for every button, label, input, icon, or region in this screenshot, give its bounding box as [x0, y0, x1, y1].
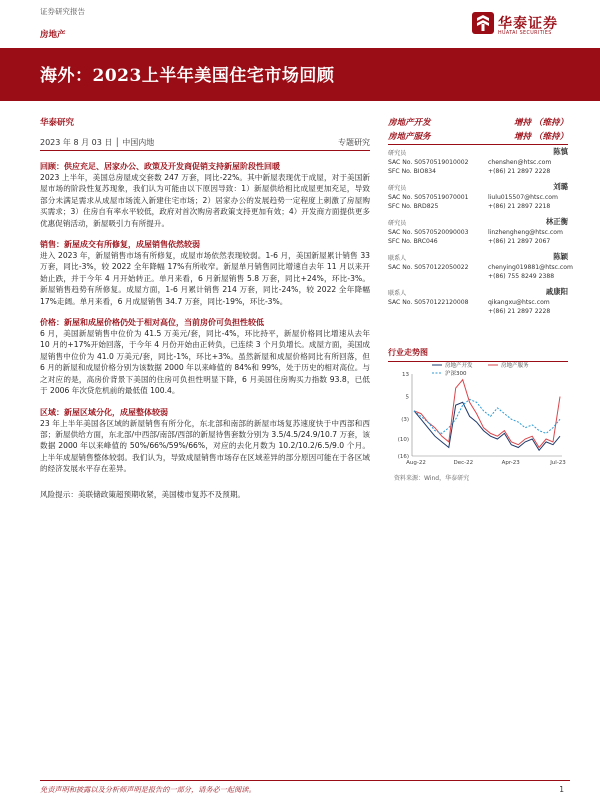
x-tick-label: Aug-22 [406, 460, 426, 466]
analyst-sac: SAC No. S0570122120008 [388, 299, 469, 306]
chart-source: 资料来源：Wind，华泰研究 [394, 475, 470, 482]
sidebar [388, 110, 573, 320]
analyst-email[interactable]: qikangxu@htsc.com [488, 299, 550, 306]
y-tick-label: (10) [397, 437, 409, 444]
analyst-name: 刘璐 [553, 182, 568, 191]
org-name: 华泰研究 [40, 118, 75, 128]
footer-divider [40, 780, 570, 781]
trend-heading: 行业走势图 [388, 347, 568, 362]
analyst-email[interactable]: liulu015507@htsc.com [488, 194, 558, 201]
analyst-card [388, 180, 568, 215]
legend-label: 沪深300 [445, 371, 467, 377]
analyst-name: 陈慎 [553, 147, 568, 156]
y-tick-label: 5 [405, 394, 409, 401]
analyst-sac: SAC No. S0570519070001 [388, 194, 469, 201]
analyst-sfc: SFC No. BRC046 [388, 238, 438, 245]
section-price [40, 317, 370, 396]
disclaimer: 免责声明和披露以及分析师声明是报告的一部分，请务必一起阅读。 [40, 785, 256, 794]
risk-warning: 风险提示：美联储政策超预期收紧，美国楼市复苏不及预期。 [40, 489, 246, 499]
title-banner [0, 48, 600, 101]
y-tick-label: 13 [402, 372, 409, 378]
section-heading: 回顾：供应充足、居家办公、政策及开发商促销支持新屋阶段性回暖 [40, 161, 280, 171]
logo-mark-icon [472, 12, 494, 34]
analyst-email[interactable]: linzhengheng@htsc.com [488, 229, 563, 236]
rating-label: 房地产服务 [388, 132, 431, 142]
section-body: 进入 2023 年，新屋销售市场有所修复，成屋市场依然表现较弱。1-6 月，美国新屋累计销售 33 万套，同比-3%，较 2022 全年降幅 17%有所收窄。新屋单月销售同比增速自去年 11 月以来开始止跌，并于今年 4 月开始转正。单月来看，6 月新屋销售 5.8 万套，同比+24%，环比-3%。新屋销售趋势有所修复。成屋方面，1-6 月累计销售 214 万套，同比-24%，较 2022 全年降幅 17%走阔。单月来看，6 月成屋销售 34.7 万套，同比-19%，环比-3%。 [40, 251, 370, 306]
x-tick-label: Jul-23 [550, 460, 566, 466]
analyst-sfc: SFC No. BRD825 [388, 203, 439, 210]
analyst-card [388, 285, 568, 320]
section-heading: 销售：新屋成交有所修复，成屋销售依然较弱 [40, 239, 200, 250]
analyst-phone: +(86) 755 8249 2388 [488, 273, 555, 280]
analyst-role: 联系人 [388, 255, 407, 262]
dateline [40, 137, 370, 151]
section-body: 23 年上半年美国各区域的新屋销售有所分化，东北部和南部的新屋市场复苏速度快于中西部和西部；新屋供给方面，东北部/中西部/南部/西部的新屋待售套数分别为 3.5/4.5/24.9/10.7 万套，该数据 2000 年以来峰值的 50%/66%/59%/66%，对应的去化月数为 10.2/10.2/6.5/9.0 个月。上半年成屋销售整体较弱。我们认为，导致成屋销售市场存在区域差异的部分原因可能在于各区域的经济发展水平存在差异。 [40, 418, 370, 474]
legend-label: 房地产开发 [445, 363, 473, 369]
legend-label: 房地产服务 [501, 363, 529, 369]
page-number: 1 [559, 785, 564, 794]
analyst-phone: +(86) 21 2897 2218 [488, 203, 551, 210]
x-tick-label: Dec-22 [453, 460, 474, 466]
section-region [40, 407, 370, 475]
analyst-phone: +(86) 21 2897 2067 [488, 238, 551, 245]
analyst-email[interactable]: chenshen@htsc.com [488, 159, 552, 166]
analyst-phone: +(86) 21 2897 2228 [488, 168, 551, 175]
analyst-name: 戚康阳 [545, 287, 568, 296]
section-heading: 价格：新屋和成屋价格仍处于相对高位，当前房价可负担性较低 [40, 317, 264, 328]
analyst-role: 研究员 [388, 185, 407, 192]
section-heading: 区域：新屋区域分化，成屋整体较弱 [40, 406, 168, 417]
analyst-sac: SAC No. S0570122050022 [388, 264, 469, 271]
section-body: 2023 上半年，美国总房屋成交套数 247 万套，同比-22%。其中新屋表现优于成屋，对于美国新屋市场的阶段性复苏现象，我们认为可能由以下原因导致：1）新屋供给相比成屋更加充足，导致部分未满足需求从成屋市场流入新建住宅市场；2）居家办公的发展趋势一定程度上刺激了房屋购买需求；3）住房自有率水平较低，政府对首次购房者政策支持更加有效；4）开发商方面提供更多优惠促销活动，新屋吸引力有所提升。 [40, 173, 370, 228]
analyst-sac: SAC No. S0570519010002 [388, 159, 469, 166]
logo-name: 华泰证券 [498, 16, 558, 32]
analyst-role: 研究员 [388, 220, 407, 227]
analyst-sfc: SFC No. BIO834 [388, 168, 437, 175]
series-line [414, 402, 560, 450]
analyst-role: 研究员 [388, 150, 407, 157]
report-title: 海外：2023上半年美国住宅市场回顾 [40, 66, 335, 86]
analyst-card [388, 145, 568, 180]
logo-name-en: HUATAI SECURITIES [498, 31, 552, 36]
analyst-card [388, 215, 568, 250]
x-tick-label: Apr-23 [501, 460, 520, 466]
analyst-name: 林正衡 [545, 217, 568, 226]
analyst-email[interactable]: chenying019881@htsc.com [488, 264, 573, 271]
rating-label: 房地产开发 [388, 118, 431, 128]
y-tick-label: (16) [397, 454, 409, 460]
y-tick-label: (3) [401, 417, 409, 424]
sector-tag: 房地产 [40, 30, 66, 40]
analyst-sac: SAC No. S0570520090003 [388, 229, 469, 236]
section-body: 6 月，美国新屋销售中位价为 41.5 万美元/套，同比-4%，环比持平，新屋价格同比增速从去年 10 月的+17%开始回落，于今年 4 月份开始由正转负，已连续 3 个月负增长。成屋方面，美国成屋销售中位价为 41.0 万美元/套，同比-1%，环比+3%。虽然新屋和成屋价格同比有所回落，但 6 月的新屋和成屋价格分别为该数据 2000 年以来峰值的 84%和 99%，处于历史的相对高位。与之对应的是，高房价背景下美国的住房可负担性明显下降，6 月美国住房购买力指数 93.8，已低于 2006 年次贷危机前的最低值 100.4。 [40, 329, 370, 396]
main-column [40, 110, 370, 500]
industry-trend-chart [388, 360, 568, 468]
analyst-phone: +(86) 21 2897 2228 [488, 308, 551, 315]
analyst-role: 联系人 [388, 290, 407, 297]
report-date: 2023 年 8 月 03 日 │ 中国内地 [40, 138, 155, 147]
section-review [40, 161, 370, 229]
rating-value: 增持 （维持） [514, 118, 568, 128]
rating-value: 增持 （维持） [514, 132, 568, 142]
section-sales [40, 239, 370, 307]
rating-block [388, 114, 568, 144]
analyst-name: 陈颖 [553, 252, 568, 261]
report-type: 专题研究 [338, 138, 370, 147]
doc-type-label: 证券研究报告 [40, 7, 85, 16]
analyst-card [388, 250, 573, 285]
company-logo [472, 12, 566, 40]
